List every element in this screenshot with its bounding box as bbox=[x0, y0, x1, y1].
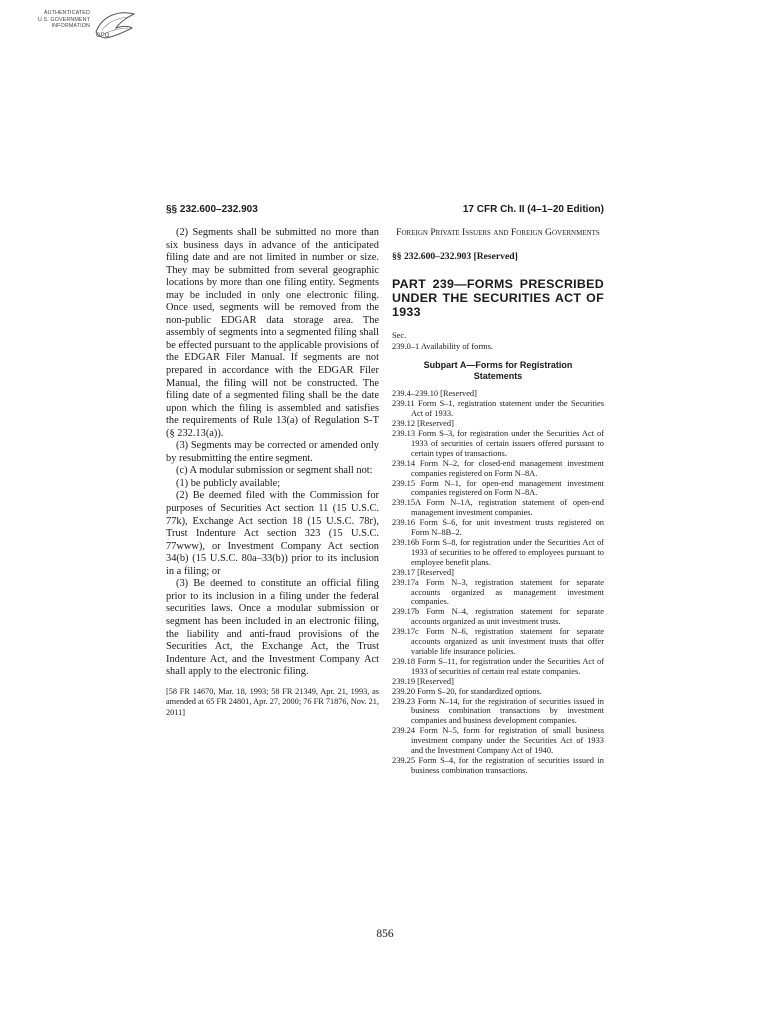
left-column bbox=[166, 227, 379, 718]
body-paragraph: (3) Segments may be corrected or amended only by resubmitting the entire segment. bbox=[166, 440, 379, 464]
toc-item: 239.12 [Reserved] bbox=[392, 419, 454, 429]
subpart-heading: Subpart A—Forms for Registration Statements bbox=[423, 360, 573, 382]
toc-item: 239.11 Form S–1, registration statement under the Securities Act of 1933. bbox=[392, 399, 604, 419]
body-paragraph: (2) Be deemed filed with the Commission for purposes of Securities Act section 11 (15 U.S.C. 77k), Exchange Act section 18 (15 U.S.C. 78r), Trust Indenture Act section 323 (15 U.S.C. 77www), or Investment Company Act section 34(b) (15 U.S.C. 80a–33(b)) prior to its inclusion in a filing; or bbox=[166, 490, 379, 577]
page-number: 856 bbox=[376, 928, 394, 940]
toc-item: 239.23 Form N–14, for the registration of securities issued in business combination transactions by investment companies and business development companies. bbox=[392, 696, 604, 726]
toc-list bbox=[392, 389, 604, 775]
toc-item: 239.17a Form N–3, registration statement for separate accounts organized as management investment companies. bbox=[392, 577, 604, 607]
toc-item: 239.13 Form S–3, for registration under the Securities Act of 1933 of securities of certain issuers offered pursuant to certain types of transactions. bbox=[392, 429, 604, 458]
toc-item: 239.17 [Reserved] bbox=[392, 567, 454, 577]
source-citation: [58 FR 14670, Mar. 18, 1993; 58 FR 21349, Apr. 21, 1993, as amended at 65 FR 24801, Apr. 27, 2000; 76 FR 71876, Nov. 21, 2011] bbox=[166, 686, 379, 717]
toc-item: 239.17c Form N–6, registration statement for separate accounts organized as unit investment trusts that offer variable life insurance policies. bbox=[392, 627, 604, 656]
toc-item: 239.24 Form N–5, form for registration of small business investment company under the Securities Act of 1933 and the Investment Company Act of 1940. bbox=[392, 726, 604, 756]
toc-item: 239.16b Form S–8, for registration under the Securities Act of 1933 of securities to be offered to employees pursuant to employee benefit plans. bbox=[392, 538, 604, 567]
toc-item: 239.20 Form S–20, for standardized options. bbox=[392, 686, 542, 696]
eagle-seal-icon bbox=[88, 6, 140, 50]
toc-item: 239.17b Form N–4, registration statement for separate accounts organized as unit investment trusts. bbox=[392, 607, 604, 627]
toc-item: 239.4–239.10 [Reserved] bbox=[392, 389, 477, 399]
part-heading: PART 239—FORMS PRESCRIBED UNDER THE SECURITIES ACT OF 1933 bbox=[392, 277, 604, 319]
sec-label: Sec. bbox=[392, 331, 407, 340]
body-paragraph: (3) Be deemed to constitute an official filing prior to its inclusion in a filing under the federal securities laws. Once a modular submission or segment has been included in an electronic filing, the liability and anti-fraud provisions of the Securities Act, the Exchange Act, the Trust Indenture Act, and the Investment Company Act shall apply to the electronic filing. bbox=[166, 578, 379, 678]
body-paragraph: (c) A modular submission or segment shall not: bbox=[176, 465, 373, 477]
toc-item: 239.16 Form S–6, for unit investment trusts registered on Form N–8B–2. bbox=[392, 518, 604, 538]
running-head-section: §§ 232.600–232.903 bbox=[166, 204, 258, 215]
reserved-section-heading: §§ 232.600–232.903 [Reserved] bbox=[392, 251, 518, 262]
body-paragraph: (1) be publicly available; bbox=[176, 477, 281, 489]
toc-item: 239.15 Form N–1, for open-end management investment companies registered on Form N–8A. bbox=[392, 478, 604, 498]
toc-item: 239.0–1 Availability of forms. bbox=[392, 341, 494, 351]
toc-item: 239.25 Form S–4, for the registration of securities issued in business combination transactions. bbox=[392, 755, 604, 775]
seal-caption bbox=[26, 10, 90, 30]
running-head bbox=[166, 204, 604, 218]
seal-line: U.S. GOVERNMENT bbox=[37, 16, 90, 23]
running-head-edition: 17 CFR Ch. II (4–1–20 Edition) bbox=[462, 204, 604, 215]
seal-line: INFORMATION bbox=[51, 23, 90, 30]
right-column bbox=[392, 227, 604, 776]
toc-item: 239.19 [Reserved] bbox=[392, 676, 454, 686]
seal-gpo-mark: GPO bbox=[96, 33, 110, 39]
subchapter-heading: Foreign Private Issuers and Foreign Governments bbox=[396, 227, 600, 238]
gpo-authentication-seal bbox=[26, 6, 144, 50]
toc-item: 239.14 Form N–2, for closed-end management investment companies registered on Form N–8A. bbox=[392, 458, 604, 478]
body-paragraph: (2) Segments shall be submitted no more than six business days in advance of the anticipated filing date and are not limited in number or size. They may be submitted from several geographic locations by more than one filing entity. Segments may be included in only one electronic filing. Once used, segments will be removed from the non-public EDGAR data storage area. The assembly of segments into a segmented filing shall be effected pursuant to the applicable provisions of the EDGAR Filer Manual. If segments are not prepared in accordance with the EDGAR Filer Manual, the filing will not be constructed. The filing date of a segmented filing shall be the date upon which the filing is assembled and satisfies the requirements of Rule 13(a) of Regulation S-T (§ 232.13(a)). bbox=[166, 227, 379, 439]
toc-item: 239.15A Form N–1A, registration statement of open-end management investment companies. bbox=[392, 498, 604, 518]
toc-item: 239.18 Form S–11, for registration under the Securities Act of 1933 of securities of certain real estate companies. bbox=[392, 656, 604, 676]
seal-line: AUTHENTICATED bbox=[43, 10, 90, 16]
